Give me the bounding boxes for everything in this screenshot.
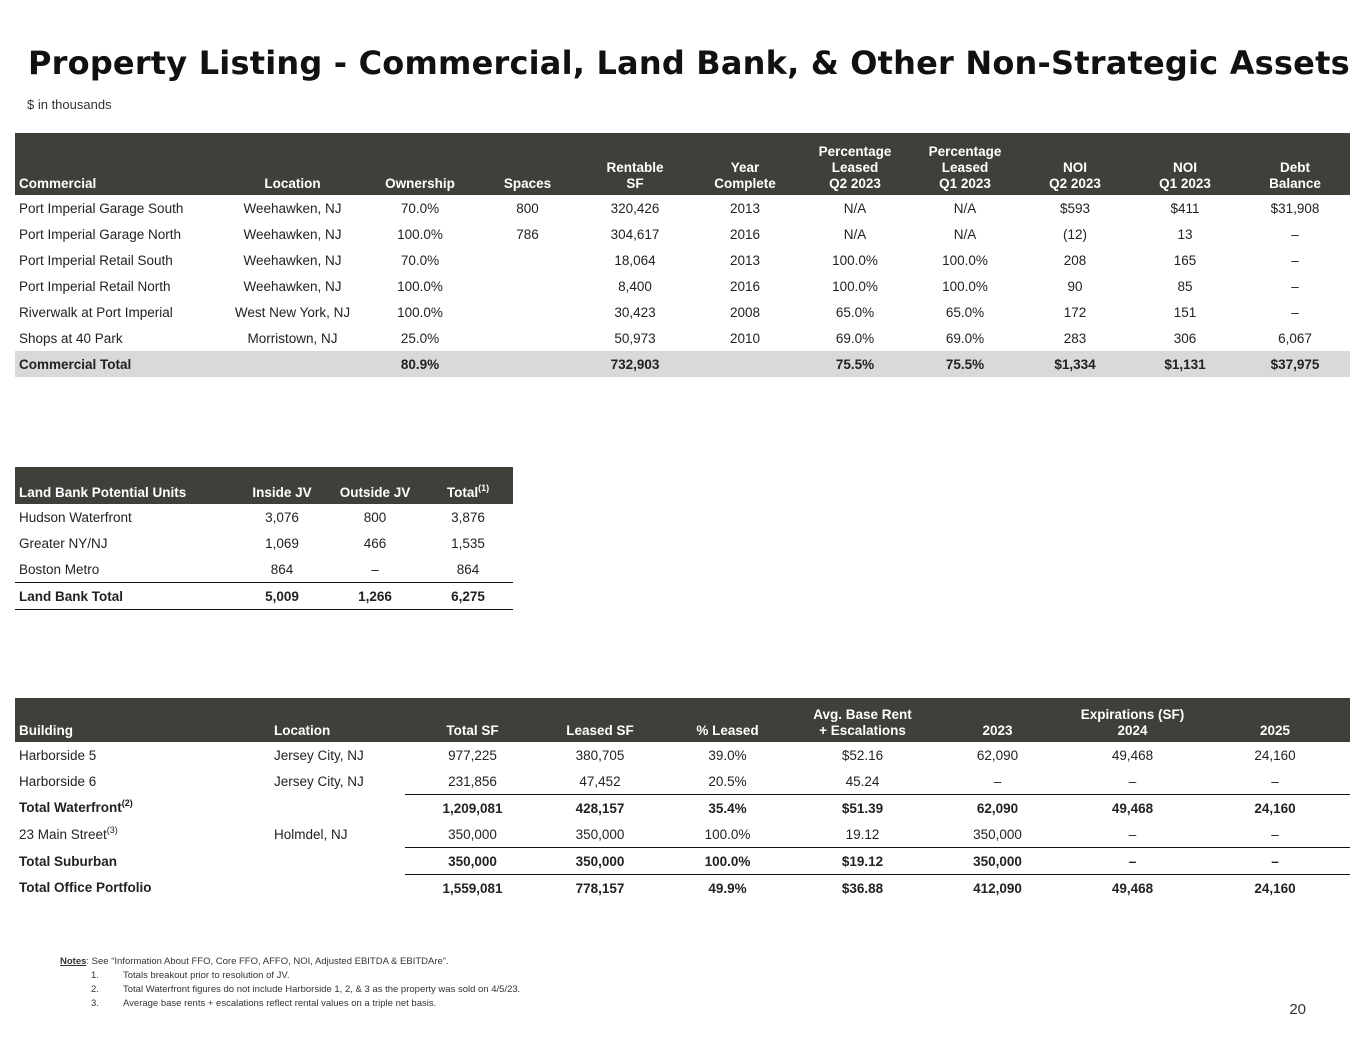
cell: – [1128, 773, 1137, 789]
cell: 75.5% [835, 356, 875, 372]
col-pct-leased-q2: Percentage Leased Q2 2023 [818, 144, 892, 191]
cell: – [993, 773, 1002, 789]
page-number: 20 [1289, 1001, 1306, 1018]
cell: $36.88 [795, 875, 930, 902]
property-name: Port Imperial Garage South [19, 200, 184, 216]
table-row [15, 556, 513, 583]
cell: 49,468 [1065, 875, 1200, 902]
cell: 320,426 [610, 200, 660, 216]
cell: 100.0% [660, 848, 795, 875]
cell: – [1291, 226, 1299, 242]
footnote-ref: (1) [478, 483, 490, 493]
cell: 350,000 [448, 826, 497, 842]
col-noi-q2: NOI Q2 2023 [1049, 160, 1101, 191]
total-label: Commercial Total [19, 356, 132, 372]
col-rentable-sf: Rentable SF [606, 160, 664, 191]
cell: – [1291, 252, 1299, 268]
cell: 25.0% [400, 330, 440, 346]
cell: 1,535 [451, 535, 485, 551]
cell: 80.9% [400, 356, 440, 372]
col-debt-balance: Debt Balance [1269, 160, 1321, 191]
cell [475, 351, 580, 377]
col-ownership: Ownership [385, 176, 455, 191]
cell: 3,076 [265, 509, 299, 525]
footnotes [60, 955, 520, 1011]
cell: – [1271, 826, 1279, 842]
cell: 24,160 [1200, 795, 1350, 822]
cell: 1,209,081 [405, 795, 540, 822]
cell: 18,064 [614, 252, 656, 268]
cell: 69.0% [945, 330, 985, 346]
cell: Morristown, NJ [247, 330, 338, 346]
region-name: Greater NY/NJ [19, 535, 108, 551]
cell [475, 299, 580, 325]
cell: 800 [363, 509, 387, 525]
cell: $37,975 [1270, 356, 1320, 372]
cell: 70.0% [400, 200, 440, 216]
table-row [15, 221, 1350, 247]
cell: 2010 [729, 330, 761, 346]
footnote-ref: (2) [121, 798, 133, 809]
table-row [15, 325, 1350, 351]
table-row [15, 273, 1350, 299]
office-header-row [15, 698, 1350, 742]
total-waterfront-row [15, 795, 1350, 822]
cell: 49,468 [1065, 795, 1200, 822]
building-name: Harborside 6 [19, 773, 97, 789]
cell [475, 273, 580, 299]
cell: – [1271, 773, 1279, 789]
total-label: Land Bank Total [15, 583, 237, 610]
cell: 30,423 [614, 304, 656, 320]
land-bank-table [15, 467, 513, 610]
cell: 2013 [729, 200, 761, 216]
total-office-portfolio-row [15, 875, 1350, 902]
footnote-item: 3. Average base rents + escalations reflect rental values on a triple net basis. [91, 998, 437, 1009]
commercial-table [15, 133, 1350, 377]
cell: West New York, NJ [234, 304, 351, 320]
col-pct-leased: % Leased [696, 723, 759, 738]
cell: 977,225 [448, 747, 497, 763]
cell: 1,559,081 [405, 875, 540, 902]
property-name: Port Imperial Garage North [19, 226, 182, 242]
cell: – [1291, 304, 1299, 320]
property-name: Shops at 40 Park [19, 330, 123, 346]
cell: 412,090 [930, 875, 1065, 902]
cell: 2008 [729, 304, 761, 320]
cell: 49.9% [660, 875, 795, 902]
col-avg-base-rent: Avg. Base Rent + Escalations [813, 707, 912, 738]
cell: 6,275 [423, 583, 513, 610]
cell: 62,090 [930, 795, 1065, 822]
cell: 50,973 [614, 330, 656, 346]
cell: 65.0% [835, 304, 875, 320]
cell: N/A [843, 200, 867, 216]
cell: 100.0% [704, 826, 751, 842]
cell [270, 795, 405, 822]
cell: 100.0% [397, 304, 443, 320]
col-commercial: Commercial [19, 176, 97, 191]
cell: $31,908 [1270, 200, 1320, 216]
cell: 3,876 [451, 509, 485, 525]
cell: Weehawken, NJ [243, 252, 342, 268]
cell: 90 [1067, 278, 1083, 294]
region-name: Hudson Waterfront [19, 509, 132, 525]
cell: 172 [1063, 304, 1087, 320]
building-name: 23 Main Street$^{(3)}$ [19, 824, 118, 842]
cell: 45.24 [845, 773, 880, 789]
cell: Weehawken, NJ [243, 278, 342, 294]
cell: 350,000 [930, 848, 1065, 875]
cell: 75.5% [945, 356, 985, 372]
cell: 65.0% [945, 304, 985, 320]
property-name: Riverwalk at Port Imperial [19, 304, 173, 320]
cell: 380,705 [575, 747, 625, 763]
cell: 100.0% [397, 226, 443, 242]
cell: 2013 [729, 252, 761, 268]
cell: $593 [1059, 200, 1091, 216]
cell [270, 875, 405, 902]
cell: 6,067 [1278, 330, 1312, 346]
cell: $1,131 [1164, 356, 1206, 372]
cell: 1,069 [265, 535, 299, 551]
units-subtitle: $ in thousands [27, 97, 112, 112]
cell: 306 [1173, 330, 1197, 346]
cell: 2016 [729, 226, 761, 242]
cell: N/A [953, 200, 977, 216]
region-name: Boston Metro [19, 561, 100, 577]
cell: 428,157 [540, 795, 660, 822]
footnote-item: 1. Totals breakout prior to resolution of JV. [91, 970, 290, 981]
cell: 165 [1173, 252, 1197, 268]
cell: 778,157 [540, 875, 660, 902]
cell: 47,452 [579, 773, 621, 789]
cell: 100.0% [942, 252, 988, 268]
col-total: Total$^{(1)}$ [446, 483, 490, 500]
building-name: Total Waterfront$^{(2)}$ [19, 798, 133, 816]
footnote-item: 2. Total Waterfront figures do not include Harborside 1, 2, & 3 as the property was sold on 4/5/23. [91, 984, 521, 995]
cell: N/A [843, 226, 867, 242]
cell: (12) [1062, 226, 1087, 242]
table-row [15, 742, 1350, 768]
cell: 350,000 [405, 848, 540, 875]
cell: 864 [456, 561, 480, 577]
cell: 231,856 [448, 773, 497, 789]
table-row [15, 299, 1350, 325]
cell: $411 [1170, 200, 1200, 216]
cell: Weehawken, NJ [243, 226, 342, 242]
cell: 283 [1063, 330, 1087, 346]
cell: 24,160 [1200, 875, 1350, 902]
cell: 100.0% [832, 278, 878, 294]
col-pct-leased-q1: Percentage Leased Q1 2023 [928, 144, 1002, 191]
col-building: Building [19, 723, 73, 738]
cell: 151 [1173, 304, 1197, 320]
cell: 8,400 [618, 278, 652, 294]
cell: 62,090 [976, 747, 1019, 763]
table-row [15, 768, 1350, 795]
page-title: Property Listing - Commercial, Land Bank, & Other Non-Strategic Assets [28, 44, 1350, 82]
col-spaces: Spaces [503, 176, 552, 191]
cell: 100.0% [397, 278, 443, 294]
table-row [15, 821, 1350, 848]
col-leased-sf: Leased SF [566, 723, 634, 738]
col-exp-2023: 2023 [982, 723, 1013, 738]
cell: 35.4% [660, 795, 795, 822]
cell: – [1128, 826, 1137, 842]
cell: – [1065, 848, 1200, 875]
cell: 800 [516, 200, 539, 216]
cell: 85 [1177, 278, 1193, 294]
cell: Jersey City, NJ [274, 773, 364, 789]
cell: N/A [953, 226, 977, 242]
cell: 732,903 [610, 356, 660, 372]
cell [475, 325, 580, 351]
total-suburban-row [15, 848, 1350, 875]
cell: 786 [516, 226, 539, 242]
table-row [15, 195, 1350, 221]
cell: 350,000 [540, 848, 660, 875]
expirations-header: Expirations (SF) [1080, 707, 1185, 722]
cell: 100.0% [832, 252, 878, 268]
land-bank-total-row [15, 583, 513, 610]
notes-intro: Notes: See “Information About FFO, Core FFO, AFFO, NOI, Adjusted EBITDA & EBITDAre”. [60, 956, 449, 967]
cell: 69.0% [835, 330, 875, 346]
table-row [15, 504, 513, 530]
cell: – [1200, 848, 1350, 875]
building-name: Harborside 5 [19, 747, 97, 763]
cell: 39.0% [708, 747, 747, 763]
col-location: Location [274, 723, 331, 738]
col-land-bank: Land Bank Potential Units [19, 485, 187, 500]
building-name: Total Office Portfolio [19, 880, 152, 896]
col-exp-2024: Expirations (SF) 2024 [1080, 707, 1185, 738]
cell: 208 [1063, 252, 1087, 268]
cell: 1,266 [327, 583, 423, 610]
cell [690, 351, 800, 377]
cell: $52.16 [841, 747, 884, 763]
office-table [15, 698, 1350, 901]
col-noi-q1: NOI Q1 2023 [1159, 160, 1211, 191]
col-inside-jv: Inside JV [252, 485, 312, 500]
commercial-header-row [15, 133, 1350, 195]
table-row [15, 247, 1350, 273]
cell: $1,334 [1054, 356, 1096, 372]
footnote-ref: (3) [106, 824, 118, 835]
cell [220, 351, 365, 377]
col-exp-2025: 2025 [1259, 723, 1291, 738]
cell: Holmdel, NJ [274, 826, 348, 842]
table-row [15, 530, 513, 556]
col-outside-jv: Outside JV [339, 485, 411, 500]
cell: 24,160 [1254, 747, 1296, 763]
col-year-complete: Year Complete [714, 160, 776, 191]
cell: Weehawken, NJ [243, 200, 342, 216]
cell: 13 [1177, 226, 1193, 242]
cell: 864 [270, 561, 294, 577]
commercial-total-row [15, 351, 1350, 377]
cell: 2016 [729, 278, 761, 294]
cell: 304,617 [610, 226, 660, 242]
cell: $51.39 [795, 795, 930, 822]
cell: Jersey City, NJ [274, 747, 364, 763]
land-bank-header-row [15, 467, 513, 504]
cell: 49,468 [1111, 747, 1154, 763]
cell: 100.0% [942, 278, 988, 294]
col-location: Location [264, 176, 321, 191]
cell [270, 848, 405, 875]
cell: 19.12 [845, 826, 880, 842]
building-name: Total Suburban [19, 853, 117, 869]
cell: 466 [363, 535, 387, 551]
cell: 350,000 [575, 826, 625, 842]
col-total-sf: Total SF [446, 723, 499, 738]
cell [475, 247, 580, 273]
cell: 350,000 [973, 826, 1022, 842]
property-name: Port Imperial Retail North [19, 278, 171, 294]
cell: 70.0% [400, 252, 440, 268]
cell: $19.12 [795, 848, 930, 875]
cell: – [1291, 278, 1299, 294]
property-name: Port Imperial Retail South [19, 252, 173, 268]
cell: 5,009 [237, 583, 327, 610]
cell: 20.5% [708, 773, 747, 789]
cell: – [371, 561, 379, 577]
